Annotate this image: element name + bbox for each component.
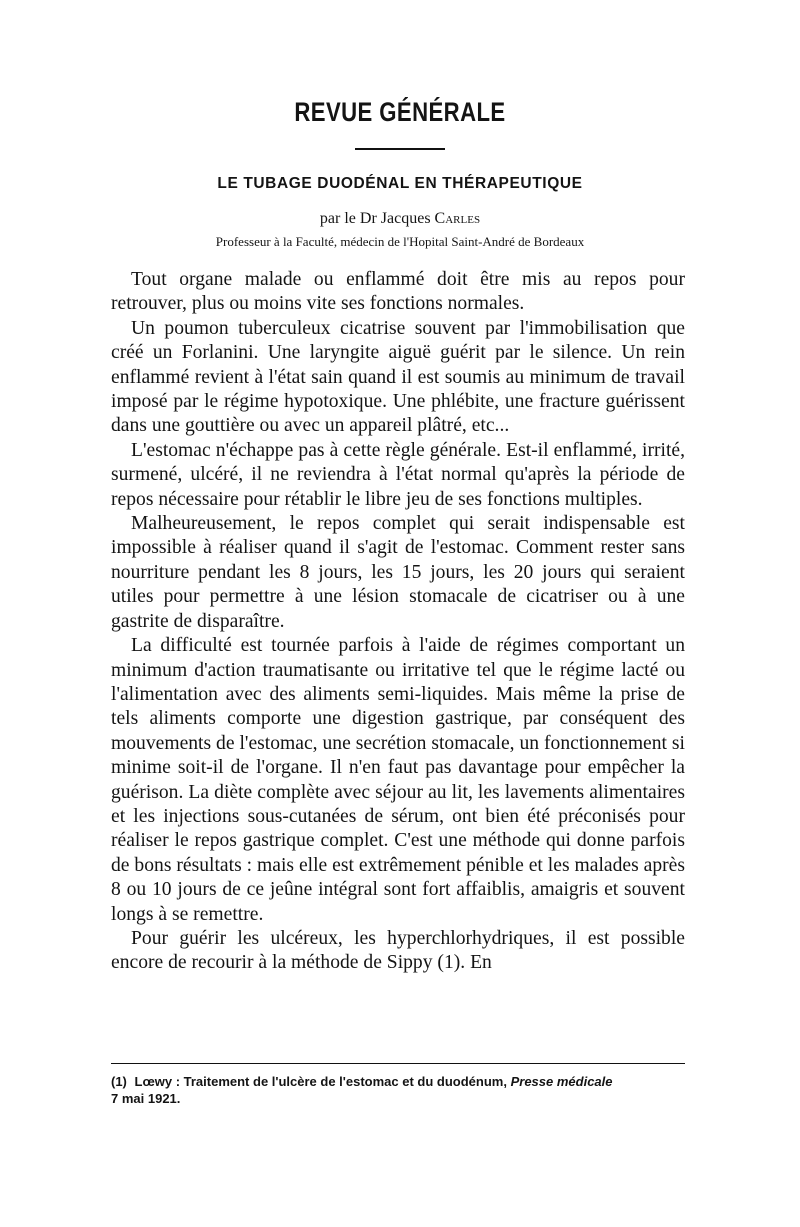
paragraph: L'estomac n'échappe pas à cette règle générale. Est-il enflammé, irrité, surmené, ulcéré, il ne reviendra à l'état normal qu'après la période de repos nécessaire pour rétablir le libre jeu de ses fonctions multiples. [111, 439, 685, 510]
footnote-publication: Presse médicale [510, 1074, 613, 1089]
paragraph: Pour guérir les ulcéreux, les hyperchlorhydriques, il est possible encore de recourir à la méthode de Sippy (1). En [111, 927, 685, 974]
author-affiliation: Professeur à la Faculté, médecin de l'Hopital Saint-André de Bordeaux [215, 234, 585, 249]
byline [0, 210, 800, 228]
footnote [111, 1073, 685, 1107]
byline-prefix: par le Dr Jacques [319, 210, 431, 227]
footnote-divider [111, 1063, 685, 1064]
title-divider [355, 148, 445, 150]
section-title: REVUE GÉNÉRALE [294, 97, 506, 127]
footnote-text: : Traitement de l'ulcère de l'estomac et du duodénum, [175, 1074, 507, 1089]
paragraph: Malheureusement, le repos complet qui serait indispensable est impossible à réaliser quand il s'agit de l'estomac. Comment rester sans nourriture pendant les 8 jours, les 15 jours, les 20 jours qui seraient utiles pour permettre à une lésion stomacale de cicatriser ou à une gastrite de disparaître. [111, 513, 685, 632]
paragraph: Un poumon tuberculeux cicatrise souvent par l'immobilisation que créé un Forlanini. Une laryngite aiguë guérit par le silence. Un rein enflammé revient à l'état sain quand il est soumis au minimum de travail imposé par le régime hypotoxique. Une phlébite, une fracture guérissent dans une gouttière ou avec un appareil plâtré, etc... [111, 317, 685, 437]
author-surname: Carles [434, 210, 481, 227]
article-title: LE TUBAGE DUODÉNAL EN THÉRAPEUTIQUE [217, 175, 583, 192]
footnote-marker: (1) [111, 1074, 127, 1089]
paragraph: La difficulté est tournée parfois à l'aide de régimes comportant un minimum d'action traumatisante ou irritative tel que le régime lacté ou l'alimentation avec des aliments semi-liquides. Mais même la prise de tels aliments comporte une digestion gastrique, par conséquent des mouvements de l'estomac, une secrétion stomacale, un fonctionnement si minime soit-il de l'organe. Il n'en faut pas davantage pour empêcher la guérison. La diète complète avec séjour au lit, les lavements alimentaires et les injections sous-cutanées de sérum, ont bien été préconisés pour réaliser le repos gastrique complet. C'est une méthode qui donne parfois de bons résultats : mais elle est extrêmement pénible et les malades après 8 ou 10 jours de ce jeûne intégral sont fort affaiblis, amaigris et souvent longs à se remettre. [111, 635, 685, 925]
paragraph: Tout organe malade ou enflammé doit être mis au repos pour retrouver, plus ou moins vite ses fonctions normales. [111, 269, 685, 315]
footnote-date: 7 mai 1921. [111, 1091, 181, 1106]
footnote-author: Lœwy [134, 1074, 173, 1089]
article-body [111, 268, 685, 976]
